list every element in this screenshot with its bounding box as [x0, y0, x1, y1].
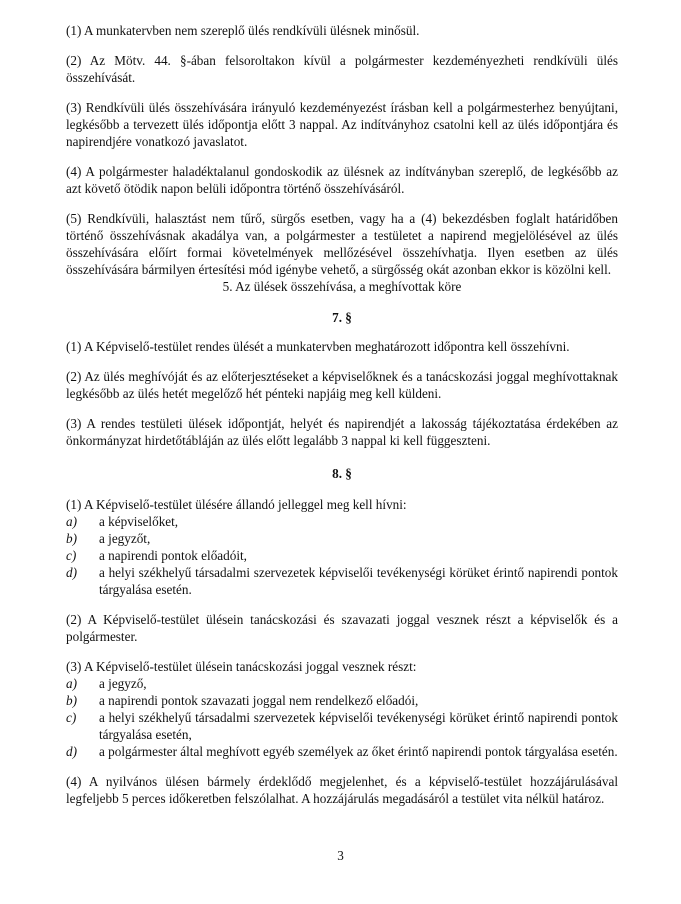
list-item-text: a képviselőket, — [99, 514, 179, 529]
list-item-label: b) — [66, 693, 77, 708]
article7-paragraph-1: (1) A Képviselő-testület rendes ülését a munkatervben meghatározott időpontra kell összehívni. — [66, 339, 570, 354]
list-item-text: a polgármester által meghívott egyéb személyek az őket érintő napirendi pontok tárgyalása esetén. — [99, 744, 618, 759]
list-item-label: d) — [66, 744, 77, 759]
list-item — [66, 692, 618, 709]
article8-paragraph-3-list — [66, 675, 618, 760]
article7-title: 7. § — [332, 310, 352, 325]
list-item-text: a napirendi pontok szavazati joggal nem rendelkező előadói, — [99, 693, 419, 708]
list-item-label: b) — [66, 531, 77, 546]
list-item — [66, 709, 618, 743]
list-item — [66, 675, 618, 692]
list-item — [66, 564, 618, 598]
article8-paragraph-2: (2) A Képviselő-testület ülésein tanácskozási és szavazati joggal vesznek részt a képviselők és a polgármester. — [66, 612, 618, 644]
article8-paragraph-1-list — [66, 513, 618, 598]
article6-paragraph-4: (4) A polgármester haladéktalanul gondoskodik az ülésnek az indítványban szereplő, de legkésőbb az azt követő ötödik napon belüli időpontra történő összehívásáról. — [66, 164, 618, 196]
list-item — [66, 743, 618, 760]
list-item-text: a helyi székhelyű társadalmi szervezetek képviselői tevékenységi körüket érintő napirendi pontok tárgyalása esetén, — [99, 710, 618, 742]
list-item-text: a jegyző, — [99, 676, 147, 691]
article6-paragraph-3: (3) Rendkívüli ülés összehívására irányuló kezdeményezést írásban kell a polgármesterhez benyújtani, legkésőbb a tervezett ülés időpontja előtt 3 nappal. Az indítványhoz csatolni kell az ülés időpontjára és napirendjére vonatkozó javaslatot. — [66, 100, 618, 149]
list-item — [66, 530, 618, 547]
page-number: 3 — [337, 848, 344, 863]
article6-paragraph-5: (5) Rendkívüli, halasztást nem tűrő, sürgős esetben, vagy ha a (4) bekezdésben foglalt határidőben történő összehívásnak akadálya van, a polgármester a testületet a napirend megjelölésével az ülés összehívására előírt formai követelmények mellőzésével összehívhatja. Ilyen esetben az ülés összehívására bármilyen értesítési mód igénybe vehető, a sürgősség okát azonban ekkor is közölni kell. — [66, 211, 618, 277]
list-item-text: a jegyzőt, — [99, 531, 151, 546]
chapter-heading: 5. Az ülések összehívása, a meghívottak köre — [222, 279, 462, 294]
list-item-label: c) — [66, 548, 77, 563]
list-item-label: a) — [66, 514, 77, 529]
article8-paragraph-4: (4) A nyilvános ülésen bármely érdeklődő megjelenhet, és a képviselő-testület hozzájárulásával legfeljebb 5 perces időkeretben felszólalhat. A hozzájárulás megadásáról a testület vita nélkül határoz. — [66, 774, 618, 806]
list-item — [66, 513, 618, 530]
list-item-label: c) — [66, 710, 77, 725]
article8-paragraph-1-intro: (1) A Képviselő-testület ülésére állandó jelleggel meg kell hívni: — [66, 497, 407, 512]
list-item-label: a) — [66, 676, 77, 691]
article8-paragraph-3-intro: (3) A Képviselő-testület ülésein tanácskozási joggal vesznek részt: — [66, 659, 417, 674]
article7-paragraph-3: (3) A rendes testületi ülések időpontját, helyét és napirendjét a lakosság tájékoztatása érdekében az önkormányzat hirdetőtábláján az ülés előtt legalább 3 nappal ki kell függeszteni. — [66, 416, 618, 448]
list-item-text: a helyi székhelyű társadalmi szervezetek képviselői tevékenységi körüket érintő napirendi pontok tárgyalása esetén. — [99, 565, 618, 597]
article6-paragraph-1: (1) A munkatervben nem szereplő ülés rendkívüli ülésnek minősül. — [66, 23, 420, 38]
list-item — [66, 547, 618, 564]
article7-paragraph-2: (2) Az ülés meghívóját és az előterjesztéseket a képviselőknek és a tanácskozási joggal meghívottaknak legkésőbb az ülés hetét megelőző hét pénteki napjáig meg kell küldeni. — [66, 369, 618, 401]
article8-title: 8. § — [332, 466, 352, 481]
document-page — [66, 22, 618, 820]
list-item-text: a napirendi pontok előadóit, — [99, 548, 247, 563]
list-item-label: d) — [66, 565, 77, 580]
article6-paragraph-2: (2) Az Mötv. 44. §-ában felsoroltakon kívül a polgármester kezdeményezheti rendkívüli ülés összehívását. — [66, 53, 618, 85]
